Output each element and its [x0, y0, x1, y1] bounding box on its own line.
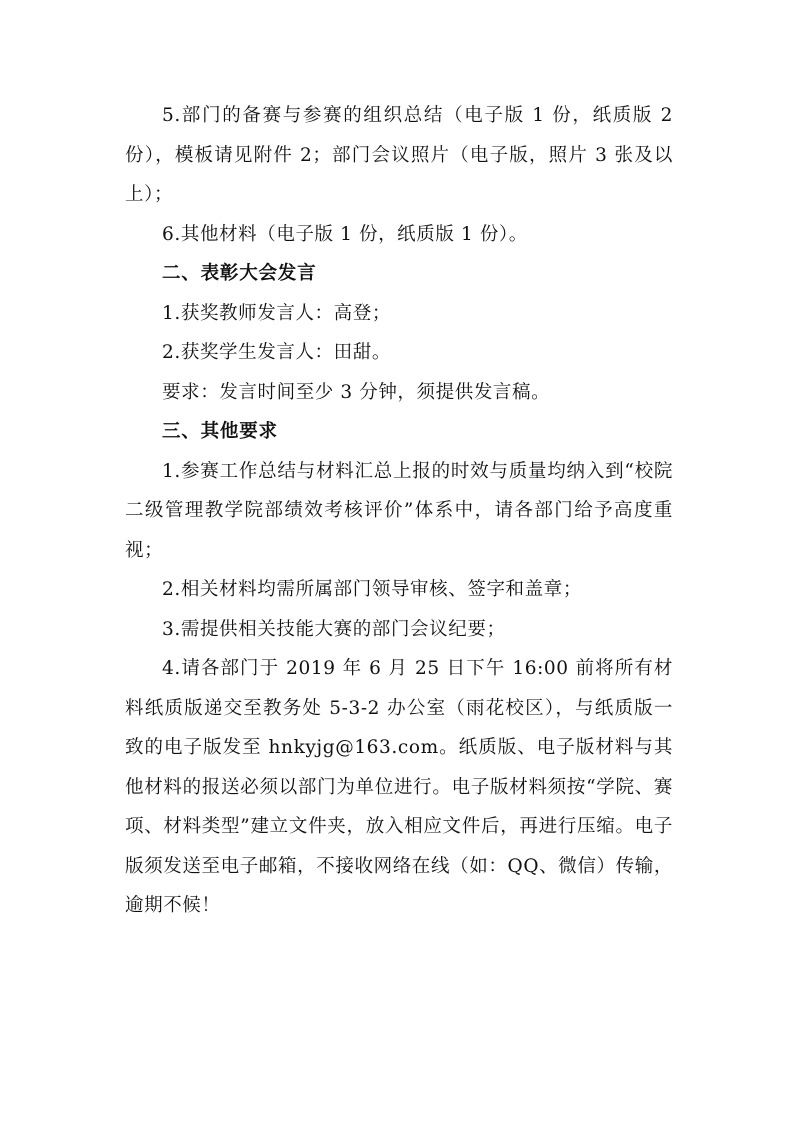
speech-item-2: 2.获奖学生发言人：田甜。 — [162, 342, 391, 363]
speech-item-1: 1.获奖教师发言人：高登； — [162, 302, 391, 324]
speech-requirement: 要求：发言时间至少 3 分钟，须提供发言稿。 — [162, 381, 551, 403]
other-item-2: 2.相关材料均需所属部门领导审核、签字和盖章； — [162, 579, 582, 600]
other-item-3: 3.需提供相关技能大赛的部门会议纪要； — [162, 618, 506, 640]
document-body — [125, 96, 673, 926]
materials-item-5: 5.部门的备赛与参赛的组织总结（电子版 1 份，纸质版 2 份），模板请见附件 2；部门会议照片（电子版，照片 3 张及以上）； — [125, 105, 673, 205]
other-item-1: 1.参赛工作总结与材料汇总上报的时效与质量均纳入到“校院二级管理教学院部绩效考核评价”体系中，请各部门给予高度重视； — [125, 460, 673, 561]
other-item-4: 4.请各部门于 2019 年 6 月 25 日下午 16:00 前将所有材料纸质版递交至教务处 5-3-2 办公室（雨花校区），与纸质版一致的电子版发至 hnkyjg@163.com。纸质版、电子版材料与其他材料的报送必须以部门为单位进行。电子版材料须按“学院、赛项、材料类型”建立文件夹，放入相应文件后，再进行压缩。电子版须发送至电子邮箱，不接收网络在线（如：QQ、微信）传输，逾期不候！ — [125, 658, 673, 916]
speech-section-heading: 二、表彰大会发言 — [162, 263, 317, 284]
other-section-heading: 三、其他要求 — [162, 421, 278, 442]
materials-item-6: 6.其他材料（电子版 1 份，纸质版 1 份）。 — [162, 223, 528, 245]
